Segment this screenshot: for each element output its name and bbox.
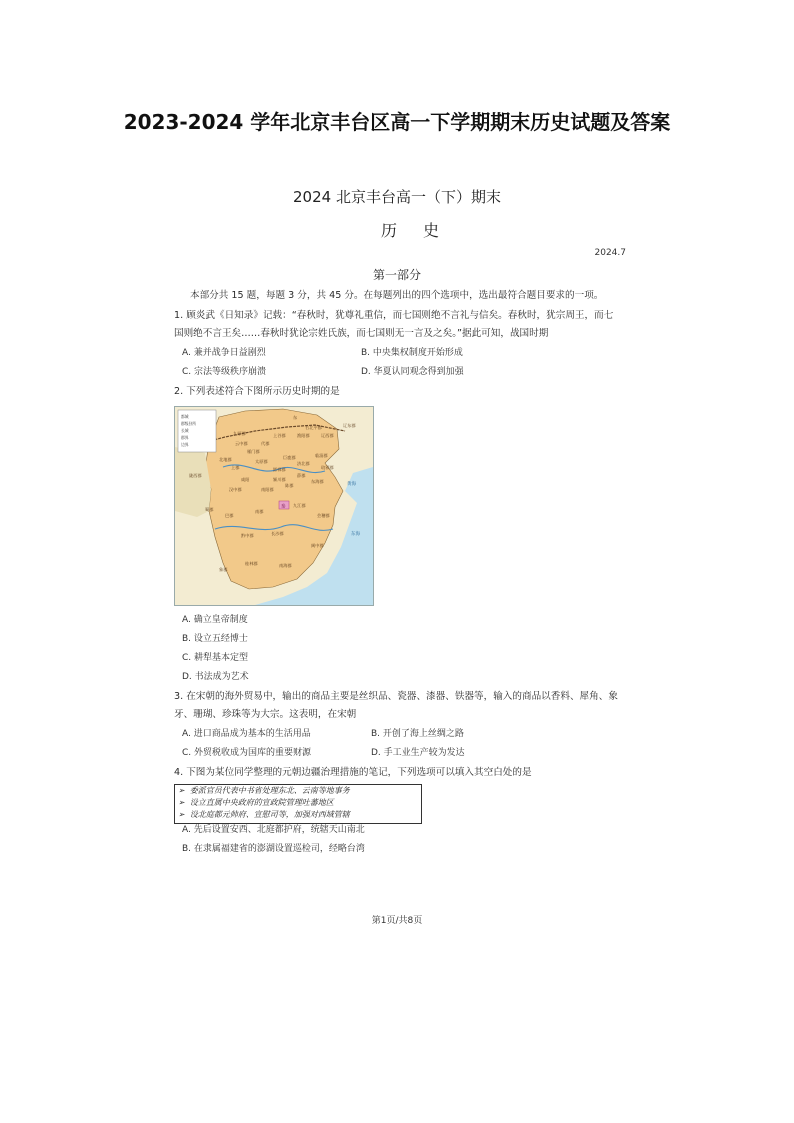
map-label-ba: 巴郡	[225, 513, 234, 518]
q1-option-a: A. 兼并战争日益剧烈	[182, 348, 266, 358]
q3-option-c: C. 外贸税收成为国库的重要财源	[182, 748, 312, 758]
map-label-changsha: 长沙郡	[271, 531, 284, 536]
map-label-minzhong: 闽中郡	[311, 543, 324, 548]
map-label-yunzhong: 云中郡	[235, 441, 248, 446]
q2-option-d: D. 书法成为艺术	[182, 672, 249, 682]
map-label-xianyang: 咸阳	[241, 477, 250, 482]
q3-stem-line2: 牙、珊瑚、珍珠等为大宗。这表明，在宋朝	[174, 709, 357, 720]
map-legend-capital: 都城	[181, 414, 189, 419]
map-label-liaodong: 辽东郡	[343, 423, 356, 428]
map-label-longxi: 陇西郡	[189, 473, 202, 478]
map-label-jiuyuan: 九原郡	[233, 431, 246, 436]
document-title: 2023-2024 学年北京丰台区高一下学期期末历史试题及答案	[123, 110, 671, 134]
map-legend-prefecture: 郡级驻所	[181, 421, 197, 426]
instructions: 本部分共 15 题，每题 3 分，共 45 分。在每题列出的四个选项中，选出最符合题目要求的一项。	[190, 290, 604, 301]
q2-option-c: C. 耕犁基本定型	[182, 653, 249, 663]
map-label-langya: 琅邪郡	[321, 465, 334, 470]
q4-notes-box	[174, 784, 422, 824]
map-label-east-sea: 东海	[351, 532, 360, 537]
map-label-guilin: 桂林郡	[245, 561, 258, 566]
map-label-kuaiji: 会稽郡	[317, 513, 330, 518]
q1-option-b: B. 中央集权制度开始形成	[361, 348, 463, 358]
page-footer: 第1页/共8页	[371, 916, 423, 926]
q1-option-c: C. 宗法等级秩序崩溃	[182, 367, 267, 377]
map-label-chen: 陈郡	[285, 483, 294, 488]
exam-title: 2024 北京丰台高一（下）期末	[293, 188, 501, 206]
map-label-dai: 代郡	[261, 441, 270, 446]
map-label-qin: 秦	[281, 504, 286, 510]
map-label-shu: 蜀郡	[205, 507, 214, 512]
map-label-xiang: 象郡	[219, 567, 228, 572]
q3-stem-line1: 3. 在宋朝的海外贸易中，输出的商品主要是丝织品、瓷器、漆器、铁器等，输入的商品以香料、犀角、象	[174, 691, 618, 702]
q3-option-a: A. 进口商品成为基本的生活用品	[182, 729, 311, 739]
map-label-dong: 东	[293, 415, 298, 420]
q3-option-d: D. 手工业生产较为发达	[371, 748, 465, 758]
q2-option-a: A. 确立皇帝制度	[182, 615, 248, 625]
map-label-yingchuan: 颍川郡	[273, 477, 286, 482]
map-label-linzi: 临淄郡	[315, 453, 328, 458]
note-bullet-icon: ➢	[178, 798, 190, 807]
map-label-yellow-sea: 黄海	[347, 482, 356, 487]
note-bullet-icon: ➢	[178, 810, 190, 819]
map-label-qianzhong: 黔中郡	[241, 533, 254, 538]
map-label-yanmen: 雁门郡	[247, 449, 260, 454]
map-label-nanhai: 南海郡	[279, 563, 292, 568]
q2-stem: 2. 下列表述符合下图所示历史时期的是	[174, 386, 340, 397]
map-legend-wall: 长城	[181, 428, 189, 433]
map-label-nanyang: 南阳郡	[261, 487, 274, 492]
q4-note-1: ➢ 委派官员代表中书省处理东北、云南等地事务	[178, 786, 350, 795]
qin-dynasty-map	[174, 406, 374, 606]
map-label-youbeiping: 右北平郡	[305, 425, 322, 430]
map-label-shanggu: 上谷郡	[273, 433, 286, 438]
q4-stem: 4. 下图为某位同学整理的元朝边疆治理措施的笔记，下列选项可以填入其空白处的是	[174, 767, 532, 778]
map-label-donghai: 东海郡	[311, 479, 324, 484]
map-legend-border: 边界	[181, 442, 189, 447]
map-label-julu: 巨鹿郡	[283, 455, 296, 460]
part-title: 第一部分	[372, 268, 421, 282]
q4-note-2: ➢ 设立直属中央政府的宣政院管理吐蕃地区	[178, 798, 334, 807]
map-legend-boundary: 郡界	[181, 435, 189, 440]
q1-option-d: D. 华夏认同观念得到加强	[361, 367, 464, 377]
q3-option-b: B. 开创了海上丝绸之路	[371, 729, 464, 739]
map-label-taiyuan: 太原郡	[255, 459, 268, 464]
map-label-beidi: 北地郡	[219, 457, 232, 462]
note-bullet-icon: ➢	[178, 786, 190, 795]
map-label-hanzhong: 汉中郡	[229, 487, 242, 492]
q1-stem-line2: 国则绝不言王矣……春秋时犹论宗姓氏族，而七国则无一言及之矣。”据此可知，战国时期	[174, 328, 549, 339]
q4-note-3: ➢ 设北庭都元帅府、宣慰司等，加强对西域管辖	[178, 810, 350, 819]
map-label-liaoxi: 辽西郡	[321, 433, 334, 438]
map-label-jiujiang: 九江郡	[293, 503, 306, 508]
map-label-jibei: 济北郡	[297, 461, 310, 466]
map-graphic	[175, 407, 373, 605]
map-label-handan: 邯郸郡	[273, 467, 286, 472]
q2-option-b: B. 设立五经博士	[182, 634, 248, 644]
q4-option-b: B. 在隶属福建省的澎湖设置巡检司，经略台湾	[182, 844, 365, 854]
q1-stem-line1: 1. 顾炎武《日知录》记载：“春秋时，犹尊礼重信，而七国则绝不言礼与信矣。春秋时，犹宗周王，而七	[174, 310, 614, 321]
map-label-shang: 上郡	[231, 465, 240, 470]
map-label-nan: 南郡	[255, 509, 264, 514]
map-label-xue: 薛郡	[297, 473, 306, 478]
map-label-yuyang: 渔阳郡	[297, 433, 310, 438]
subject-title: 历史	[380, 221, 465, 240]
exam-date: 2024.7	[594, 248, 626, 258]
q4-option-a: A. 先后设置安西、北庭都护府，统辖天山南北	[182, 825, 365, 835]
